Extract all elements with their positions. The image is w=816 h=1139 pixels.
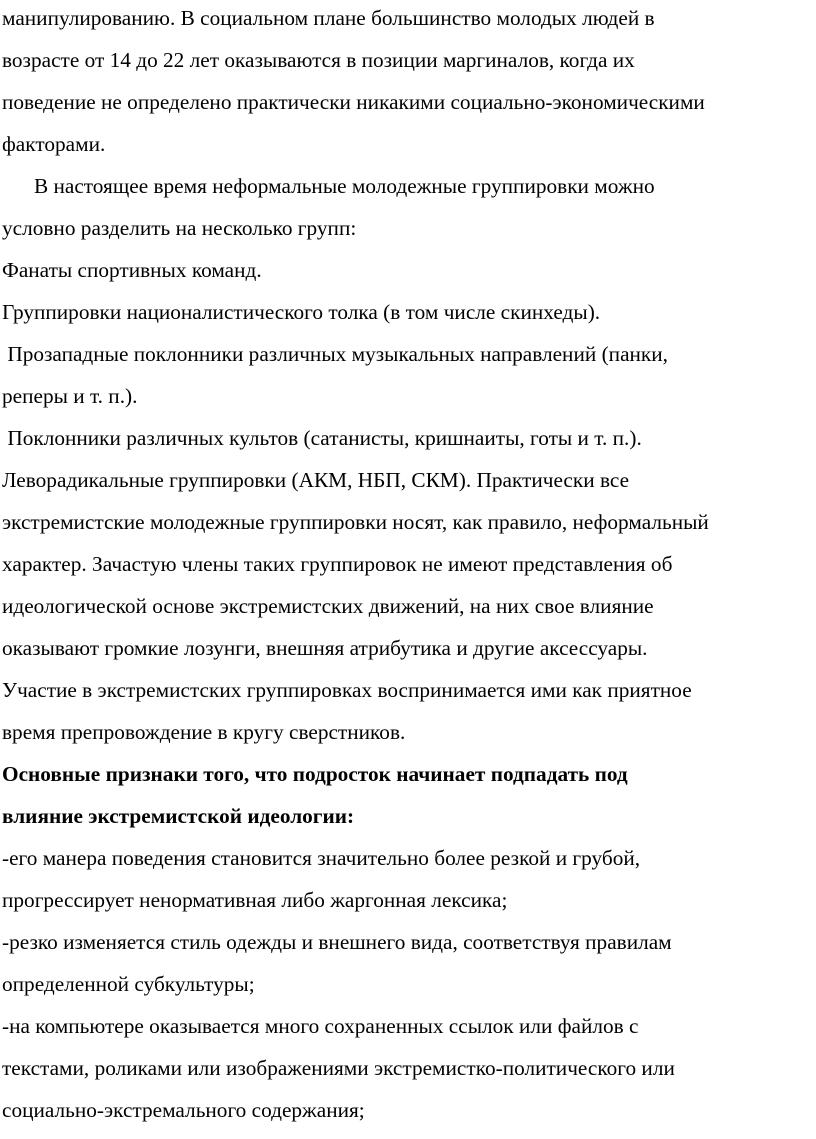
list-item: -резко изменяется стиль одежды и внешнего вида, соответствуя правилам <box>2 930 672 954</box>
text-line: определенной субкультуры; <box>2 972 255 996</box>
text-line: текстами, роликами или изображениями экстремистко-политического или <box>2 1056 675 1080</box>
text-line: реперы и т. п.). <box>2 384 138 408</box>
text-line: прогрессирует ненормативная либо жаргонная лексика; <box>2 888 508 912</box>
section-heading: Основные признаки того, что подросток начинает подпадать под <box>2 762 628 786</box>
list-item: -на компьютере оказывается много сохраненных ссылок или файлов с <box>2 1014 639 1038</box>
text-line: экстремистские молодежные группировки носят, как правило, неформальный <box>2 510 709 534</box>
section-heading: влияние экстремистской идеологии: <box>2 804 355 828</box>
text-line: поведение не определено практически никакими социально-экономическими <box>2 90 705 114</box>
list-item: Фанаты спортивных команд. <box>2 258 262 282</box>
text-line: оказывают громкие лозунги, внешняя атрибутика и другие аксессуары. <box>2 636 648 660</box>
list-item: Леворадикальные группировки (АКМ, НБП, СКМ). Практически все <box>2 468 630 492</box>
text-line: идеологической основе экстремистских движений, на них свое влияние <box>2 594 654 618</box>
list-item: Группировки националистического толка (в том числе скинхеды). <box>2 300 601 324</box>
list-item: -его манера поведения становится значительно более резкой и грубой, <box>2 846 641 870</box>
paragraph-first-line: В настоящее время неформальные молодежные группировки можно <box>2 174 655 198</box>
list-item: Поклонники различных культов (сатанисты, кришнаиты, готы и т. п.). <box>2 426 642 450</box>
text-line: факторами. <box>2 132 106 156</box>
text-line: Участие в экстремистских группировках воспринимается ими как приятное <box>2 678 692 702</box>
text-line: условно разделить на несколько групп: <box>2 216 357 240</box>
text-line: манипулированию. В социальном плане большинство молодых людей в <box>2 6 655 30</box>
list-item: Прозападные поклонники различных музыкальных направлений (панки, <box>2 342 668 366</box>
text-line: социально-экстремального содержания; <box>2 1098 365 1122</box>
text-line: характер. Зачастую члены таких группировок не имеют представления об <box>2 552 673 576</box>
text-line: время препровождение в кругу сверстников. <box>2 720 406 744</box>
text-line: возрасте от 14 до 22 лет оказываются в позиции маргиналов, когда их <box>2 48 635 72</box>
